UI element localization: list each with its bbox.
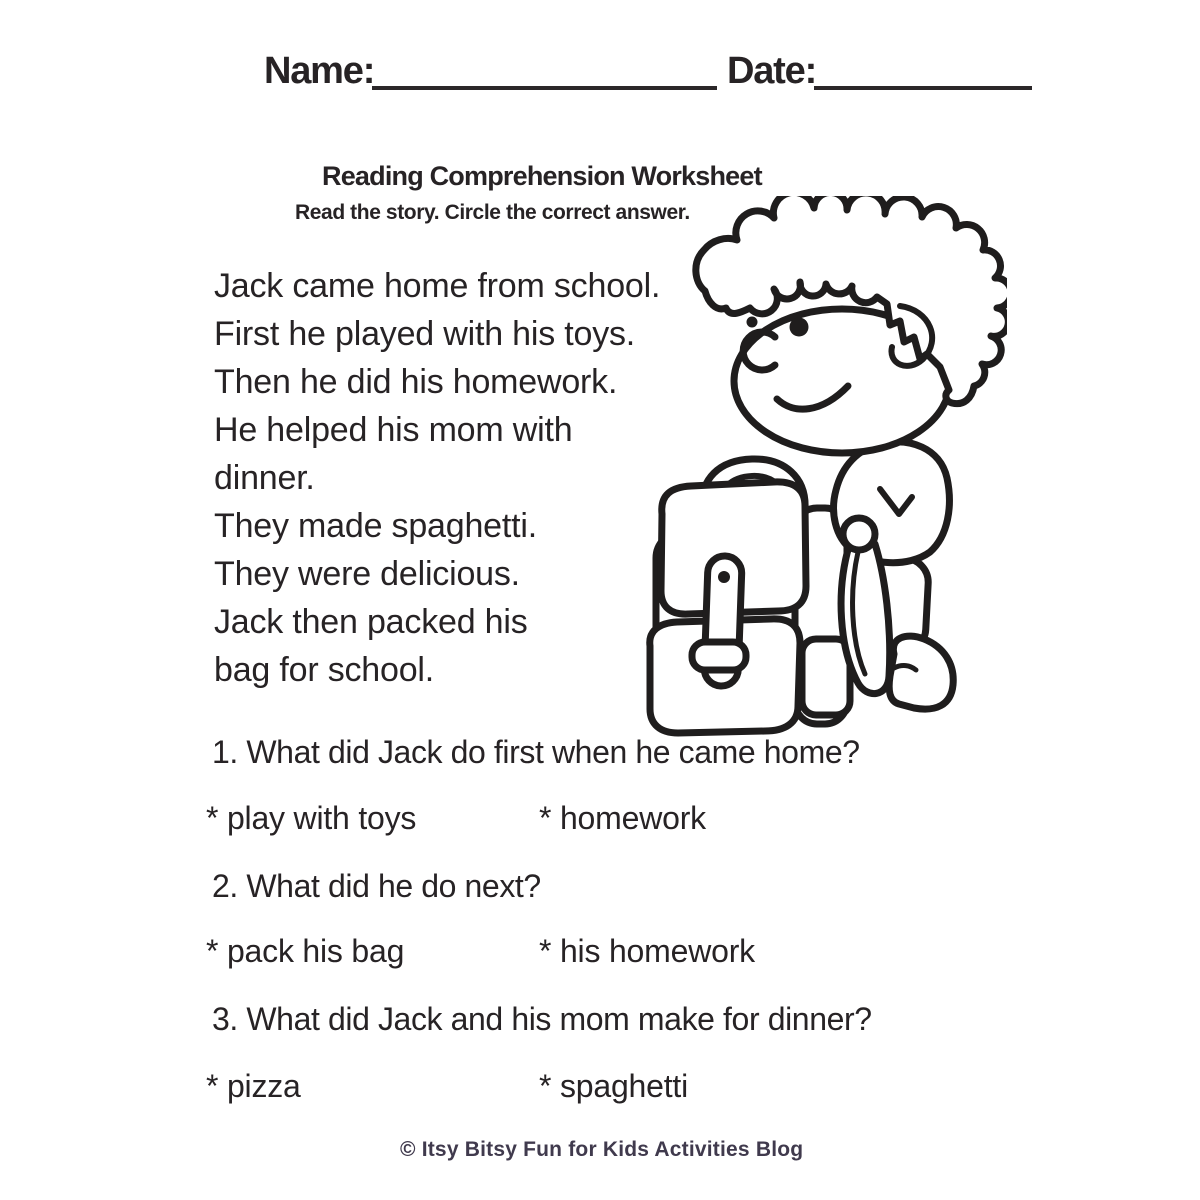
story-line: Jack then packed his	[214, 603, 528, 641]
worksheet-title: Reading Comprehension Worksheet	[322, 161, 762, 191]
story-line: Then he did his homework.	[214, 363, 618, 401]
story-line: First he played with his toys.	[214, 315, 636, 353]
worksheet-instructions: Read the story. Circle the correct answer.	[295, 201, 690, 224]
story-line: They were delicious.	[214, 555, 520, 593]
story-line: He helped his mom with	[214, 411, 573, 449]
story-line: bag for school.	[214, 651, 435, 689]
story-line: They made spaghetti.	[214, 507, 537, 545]
boy-eye-right	[790, 318, 809, 337]
story-line: dinner.	[214, 459, 315, 497]
date-label: Date:	[727, 50, 817, 92]
question-2-text: 2. What did he do next?	[212, 868, 541, 904]
answer-option[interactable]: * pizza	[206, 1068, 301, 1104]
story-text	[214, 262, 660, 694]
story-line: Jack came home from school.	[214, 267, 661, 305]
question-2-options	[206, 933, 1006, 975]
name-label: Name:	[264, 50, 375, 92]
question-3-text: 3. What did Jack and his mom make for dinner?	[212, 1001, 872, 1037]
question-1-options	[206, 800, 1006, 842]
backpack-strap-button	[718, 571, 730, 583]
backpack-buckle	[692, 642, 746, 670]
answer-option[interactable]: * pack his bag	[206, 933, 405, 969]
question-3-options	[206, 1068, 1006, 1110]
boy-eye-left	[747, 317, 758, 328]
question-1-text: 1. What did Jack do first when he came home?	[212, 734, 860, 770]
boy-hand	[843, 518, 875, 550]
name-blank-line[interactable]	[372, 56, 717, 90]
answer-option[interactable]: * spaghetti	[539, 1068, 689, 1104]
boy-shoe	[889, 636, 953, 709]
boy-with-backpack-illustration	[642, 196, 1007, 741]
date-blank-line[interactable]	[814, 56, 1032, 90]
answer-option[interactable]: * play with toys	[206, 800, 417, 836]
answer-option[interactable]: * his homework	[539, 933, 755, 969]
answer-option[interactable]: * homework	[539, 800, 706, 836]
copyright-credit: © Itsy Bitsy Fun for Kids Activities Blog	[400, 1138, 804, 1161]
